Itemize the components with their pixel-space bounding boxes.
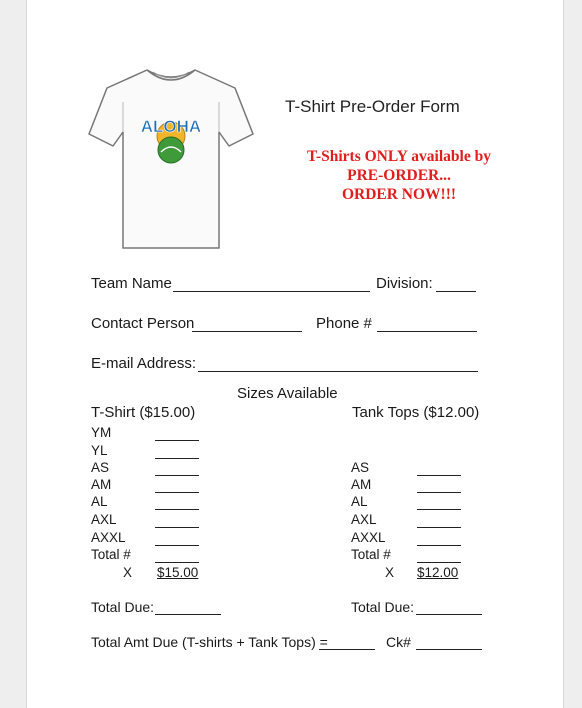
tshirt-size-label: YL [91,443,108,458]
contact-person-label: Contact Person [91,315,195,332]
tank-total-label: Total # [351,547,391,562]
grand-total-label: Total Amt Due (T-shirts + Tank Tops) = [91,634,328,650]
phone-label: Phone # [316,315,372,332]
tank-size-label: AL [351,494,368,509]
tshirt-size-label: AXXL [91,530,126,545]
tank-total-due-field[interactable] [416,614,482,615]
tshirt-image [85,62,257,252]
tshirt-heading: T-Shirt ($15.00) [91,404,196,421]
check-number-label: Ck# [386,634,411,650]
contact-person-field[interactable] [192,331,302,332]
tank-qty-field[interactable] [417,545,461,546]
tshirt-qty-field[interactable] [155,545,199,546]
tshirt-size-label: AL [91,494,108,509]
tank-qty-field[interactable] [417,527,461,528]
svg-text:ALOHA: ALOHA [140,117,202,136]
tank-total-field[interactable] [417,562,461,563]
tshirt-qty-field[interactable] [155,440,199,441]
tshirt-total-label: Total # [91,547,131,562]
tank-total-due-label: Total Due: [351,599,415,615]
notice-line-3: ORDER NOW!!! [341,186,457,203]
form-title: T-Shirt Pre-Order Form [285,97,460,116]
tshirt-size-label: AM [91,477,112,492]
division-field[interactable] [436,291,476,292]
tank-qty-field[interactable] [417,492,461,493]
phone-field[interactable] [377,331,477,332]
team-name-label: Team Name [91,275,172,292]
tank-size-label: AS [351,460,370,475]
tank-size-label: AXXL [351,530,386,545]
tshirt-price: $15.00 [157,565,199,580]
tshirt-total-due-label: Total Due: [91,599,155,615]
form-page [26,0,564,708]
tshirt-size-label: YM [91,425,112,440]
notice-line-1: T-Shirts ONLY available by [307,148,491,165]
notice-line-2: PRE-ORDER... [347,167,451,184]
tshirt-qty-field[interactable] [155,509,199,510]
tank-qty-field[interactable] [417,509,461,510]
team-name-field[interactable] [173,291,370,292]
tank-size-label: AXL [351,512,377,527]
tshirt-qty-field[interactable] [155,492,199,493]
division-label: Division: [376,275,433,292]
check-number-field[interactable] [416,649,482,650]
tank-size-label: AM [351,477,372,492]
tank-heading: Tank Tops ($12.00) [352,404,480,421]
tshirt-qty-field[interactable] [155,458,199,459]
tshirt-size-label: AS [91,460,110,475]
tank-x-label: X [385,565,395,580]
tshirt-x-label: X [123,565,133,580]
grand-total-field[interactable] [319,649,375,650]
sizes-heading: Sizes Available [237,385,338,402]
tank-qty-field[interactable] [417,475,461,476]
tshirt-qty-field[interactable] [155,527,199,528]
tshirt-size-label: AXL [91,512,117,527]
tank-price: $12.00 [417,565,459,580]
email-label: E-mail Address: [91,355,197,372]
email-field[interactable] [198,371,478,372]
tshirt-total-due-field[interactable] [155,614,221,615]
tshirt-qty-field[interactable] [155,475,199,476]
tshirt-total-field[interactable] [155,562,199,563]
